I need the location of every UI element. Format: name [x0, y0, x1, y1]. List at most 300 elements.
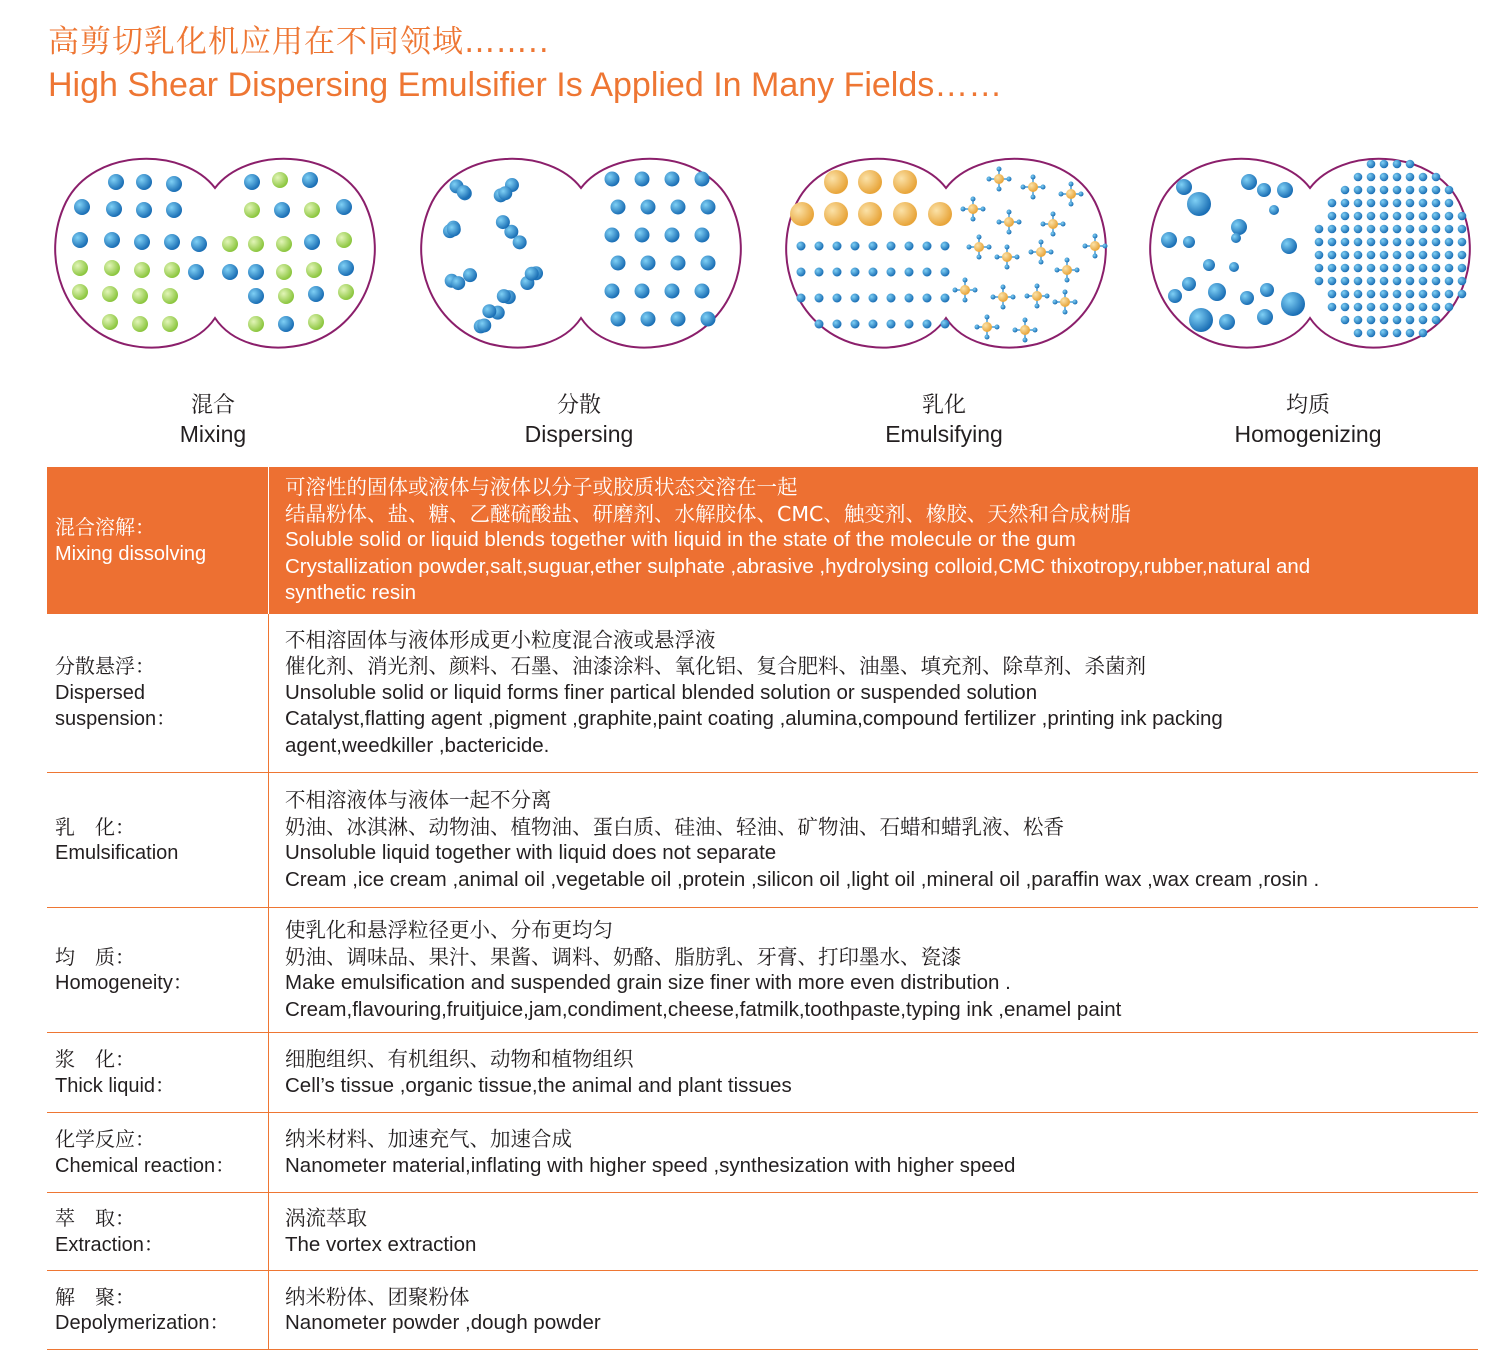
blue-particle [166, 176, 182, 192]
page-title-en: High Shear Dispersing Emulsifier Is Applied In Many Fields…… [48, 66, 1003, 104]
fine-particle [1393, 199, 1402, 208]
row-label-cn: 解 聚： [55, 1284, 135, 1309]
surfactant-particle [1069, 182, 1074, 187]
mixing-diagram [44, 152, 386, 352]
blue-particle [1281, 238, 1297, 254]
blue-particle [797, 294, 806, 303]
blue-particle [671, 256, 686, 271]
green-particle [278, 288, 294, 304]
surfactant-particle [1053, 300, 1058, 305]
row-label [47, 773, 269, 907]
blue-particle [887, 320, 896, 329]
fine-particle [1393, 225, 1402, 234]
desc-line: 奶油、调味品、果汁、果酱、调料、奶酪、脂肪乳、牙膏、打印墨水、瓷漆 [285, 944, 962, 969]
desc-line: Catalyst,flatting agent ,pigment ,graphite,paint coating ,alumina,compound fertilizer ,printing ink packing [285, 707, 1223, 731]
row-label-en: Depolymerization： [55, 1312, 230, 1334]
fine-particle [1315, 277, 1324, 286]
blue-particle [869, 242, 878, 251]
blue-particle [665, 172, 680, 187]
fine-particle [1393, 238, 1402, 247]
surfactant-particle [1061, 222, 1066, 227]
blue-particle [605, 228, 620, 243]
fine-particle [1315, 251, 1324, 260]
emulsion-droplet [1066, 189, 1076, 199]
surfactant-particle [1073, 300, 1078, 305]
row-label [47, 908, 269, 1032]
blue-particle [1257, 183, 1271, 197]
fine-particle [1458, 277, 1467, 286]
surfactant-particle [995, 255, 1000, 260]
fine-particle [1445, 264, 1454, 273]
blue-particle [248, 264, 264, 280]
fine-particle [1432, 225, 1441, 234]
fine-particle [1380, 160, 1389, 169]
blue-particle [695, 172, 710, 187]
fine-particle [1458, 238, 1467, 247]
blue-particle [941, 320, 950, 329]
caption-en: Emulsifying [885, 421, 1003, 447]
row-label-cn: 化学反应： [55, 1127, 155, 1151]
row-label-cn: 浆 化： [55, 1047, 135, 1071]
fine-particle [1367, 303, 1376, 312]
green-particle [132, 288, 148, 304]
blue-particle [701, 200, 716, 215]
surfactant-particle [1021, 185, 1026, 190]
emulsion-droplet [1002, 252, 1012, 262]
row-description [269, 1193, 1478, 1270]
green-particle [72, 260, 88, 276]
blue-particle [513, 235, 527, 249]
blue-particle [611, 200, 626, 215]
fine-particle [1419, 251, 1428, 260]
fine-particle [1406, 277, 1415, 286]
surfactant-particle [1083, 244, 1088, 249]
surfactant-particle [953, 288, 958, 293]
fine-particle [1419, 264, 1428, 273]
blue-particle [851, 242, 860, 251]
green-particle [338, 284, 354, 300]
green-particle [276, 236, 292, 252]
desc-line: Cell’s tissue ,organic tissue,the animal and plant tissues [285, 1073, 792, 1097]
fine-particle [1419, 277, 1428, 286]
green-particle [308, 314, 324, 330]
table-row [47, 908, 1478, 1033]
fine-particle [1445, 212, 1454, 221]
blue-particle [457, 185, 471, 199]
row-label [47, 467, 269, 614]
blue-particle [1269, 205, 1279, 215]
blue-particle [815, 320, 824, 329]
surfactant-particle [987, 177, 992, 182]
fine-particle [1445, 225, 1454, 234]
blue-particle [635, 284, 650, 299]
emulsion-droplet [1090, 241, 1100, 251]
blue-particle [164, 234, 180, 250]
fine-particle [1406, 290, 1415, 299]
blue-particle [905, 242, 914, 251]
fine-particle [1354, 238, 1363, 247]
fine-particle [1406, 160, 1415, 169]
row-description [269, 773, 1478, 907]
blue-particle [701, 312, 716, 327]
caption-cn: 分散 [556, 393, 601, 418]
row-description [269, 1113, 1478, 1192]
surfactant-particle [1055, 268, 1060, 273]
blue-particle [108, 174, 124, 190]
row-description [269, 908, 1478, 1032]
fine-particle [1328, 251, 1337, 260]
fine-particle [1367, 212, 1376, 221]
blue-particle [665, 284, 680, 299]
blue-particle [641, 312, 656, 327]
blue-particle [635, 172, 650, 187]
blue-particle [188, 264, 204, 280]
row-label-en: Thick liquid： [55, 1074, 176, 1097]
fine-particle [1432, 264, 1441, 273]
blue-particle [851, 294, 860, 303]
blue-particle [923, 320, 932, 329]
dispersing-diagram [410, 152, 752, 352]
fine-particle [1341, 290, 1350, 299]
fine-particle [1458, 264, 1467, 273]
surfactant-particle [1033, 328, 1038, 333]
fine-particle [1432, 303, 1441, 312]
fine-particle [1419, 303, 1428, 312]
blue-particle [191, 236, 207, 252]
desc-line: 涡流萃取 [285, 1206, 367, 1230]
blue-particle [1219, 314, 1235, 330]
green-particle [222, 236, 238, 252]
blue-particle [941, 242, 950, 251]
surfactant-particle [963, 278, 968, 283]
blue-particle [338, 260, 354, 276]
row-label [47, 1113, 269, 1192]
row-description [269, 614, 1478, 772]
blue-particle [815, 268, 824, 277]
surfactant-particle [1013, 328, 1018, 333]
blue-particle [1183, 236, 1195, 248]
surfactant-particle [1063, 290, 1068, 295]
caption-emulsifying [794, 392, 1094, 448]
fine-particle [1393, 251, 1402, 260]
caption-dispersing [429, 392, 729, 448]
surfactant-particle [1007, 177, 1012, 182]
fine-particle [1380, 329, 1389, 338]
blue-particle [1260, 283, 1274, 297]
blue-particle [1176, 179, 1192, 195]
blue-particle [797, 242, 806, 251]
blue-particle [477, 318, 491, 332]
emulsion-droplet [1062, 265, 1072, 275]
fine-particle [1354, 212, 1363, 221]
fine-particle [1419, 186, 1428, 195]
surfactant-particle [1023, 338, 1028, 343]
blue-particle [1281, 292, 1305, 316]
surfactant-particle [1031, 195, 1036, 200]
fine-particle [1341, 238, 1350, 247]
fine-particle [1380, 212, 1389, 221]
table-row [47, 1271, 1478, 1350]
page-title-cn: 高剪切乳化机应用在不同领域…….. [48, 24, 550, 60]
fine-particle [1432, 316, 1441, 325]
green-particle [248, 236, 264, 252]
blue-particle [887, 268, 896, 277]
blue-particle [136, 202, 152, 218]
fine-particle [1393, 277, 1402, 286]
surfactant-particle [1025, 294, 1030, 299]
surfactant-particle [963, 298, 968, 303]
emulsion-droplet [1048, 219, 1058, 229]
desc-line: Unsoluble liquid together with liquid does not separate [285, 841, 777, 864]
blue-particle [496, 215, 510, 229]
process-diagrams [44, 152, 1484, 352]
gold-droplet [858, 170, 882, 194]
gold-droplet [893, 170, 917, 194]
fine-particle [1315, 238, 1324, 247]
surfactant-particle [1059, 192, 1064, 197]
fine-particle [1406, 238, 1415, 247]
surfactant-particle [975, 325, 980, 330]
row-label [47, 1193, 269, 1270]
surfactant-particle [967, 245, 972, 250]
surfactant-particle [973, 288, 978, 293]
blue-particle [941, 268, 950, 277]
homogenizing-diagram [1139, 152, 1481, 352]
fine-particle [1380, 199, 1389, 208]
blue-particle [641, 256, 656, 271]
blue-particle [482, 304, 496, 318]
blue-particle [278, 316, 294, 332]
row-label-cn: 乳 化： [55, 814, 135, 839]
desc-line: Cream ,ice cream ,animal oil ,vegetable oil ,protein ,silicon oil ,light oil ,mineral oil ,paraffin wax ,wax cream ,rosin . [285, 867, 1320, 891]
table-row [47, 467, 1478, 614]
desc-line: The vortex extraction [285, 1232, 477, 1256]
emulsion-droplet [1032, 291, 1042, 301]
blue-particle [308, 286, 324, 302]
fine-particle [1367, 160, 1376, 169]
green-particle [164, 262, 180, 278]
emulsion-droplet [998, 292, 1008, 302]
blue-particle [641, 200, 656, 215]
fine-particle [1419, 316, 1428, 325]
surfactant-particle [1029, 250, 1034, 255]
fine-particle [1380, 264, 1389, 273]
blue-particle [671, 200, 686, 215]
fine-particle [1406, 303, 1415, 312]
surfactant-particle [1051, 232, 1056, 237]
fine-particle [1328, 238, 1337, 247]
blue-particle [833, 268, 842, 277]
desc-line: Soluble solid or liquid blends together with liquid in the state of the molecule or the gum [285, 528, 1076, 552]
surfactant-particle [1031, 175, 1036, 180]
green-particle [304, 202, 320, 218]
fine-particle [1367, 251, 1376, 260]
blue-particle [701, 256, 716, 271]
fine-particle [1432, 173, 1441, 182]
fine-particle [1380, 238, 1389, 247]
fine-particle [1445, 277, 1454, 286]
gold-droplet [893, 202, 917, 226]
blue-particle [815, 242, 824, 251]
fine-particle [1432, 186, 1441, 195]
fine-particle [1354, 264, 1363, 273]
row-label-cn: 分散悬浮： [55, 654, 155, 679]
fine-particle [1406, 212, 1415, 221]
surfactant-particle [995, 325, 1000, 330]
blue-particle [851, 268, 860, 277]
green-particle [162, 288, 178, 304]
blue-particle [106, 201, 122, 217]
green-particle [244, 202, 260, 218]
emulsion-droplet [1060, 297, 1070, 307]
fine-particle [1380, 303, 1389, 312]
fine-particle [1458, 251, 1467, 260]
row-label-en: Homogeneity： [55, 972, 193, 994]
table-row [47, 773, 1478, 908]
fine-particle [1458, 225, 1467, 234]
surfactant-particle [1011, 295, 1016, 300]
surfactant-particle [971, 217, 976, 222]
desc-line: Unsoluble solid or liquid forms finer partical blended solution or suspended solution [285, 680, 1038, 704]
fine-particle [1328, 264, 1337, 273]
fine-particle [1406, 316, 1415, 325]
surfactant-particle [977, 235, 982, 240]
fine-particle [1406, 329, 1415, 338]
table-row [47, 614, 1478, 773]
fine-particle [1406, 264, 1415, 273]
blue-particle [222, 264, 238, 280]
fine-particle [1315, 264, 1324, 273]
fine-particle [1419, 199, 1428, 208]
blue-particle [923, 268, 932, 277]
blue-particle [498, 186, 512, 200]
blue-particle [611, 312, 626, 327]
green-particle [132, 316, 148, 332]
fine-particle [1419, 329, 1428, 338]
blue-particle [248, 288, 264, 304]
desc-line: 催化剂、消光剂、颜料、石墨、油漆涂料、氧化铝、复合肥料、油墨、填充剂、除草剂、杀菌剂 [285, 654, 1146, 679]
gold-droplet [790, 202, 814, 226]
surfactant-particle [977, 255, 982, 260]
fine-particle [1367, 277, 1376, 286]
fine-particle [1367, 329, 1376, 338]
blue-particle [134, 234, 150, 250]
fine-particle [1367, 264, 1376, 273]
emulsion-droplet [1004, 217, 1014, 227]
row-description [269, 467, 1478, 614]
blue-particle [605, 172, 620, 187]
fine-particle [1354, 277, 1363, 286]
surfactant-particle [1005, 265, 1010, 270]
fine-particle [1354, 199, 1363, 208]
desc-line: synthetic resin [285, 581, 417, 605]
surfactant-particle [985, 315, 990, 320]
emulsion-droplet [994, 174, 1004, 184]
gold-droplet [858, 202, 882, 226]
fine-particle [1393, 186, 1402, 195]
surfactant-particle [1075, 268, 1080, 273]
desc-line: 纳米材料、加速充气、加速合成 [285, 1127, 572, 1151]
emulsion-droplet [982, 322, 992, 332]
surfactant-particle [1035, 304, 1040, 309]
blue-particle [869, 294, 878, 303]
row-label-en: Extraction： [55, 1233, 164, 1256]
caption-en: Mixing [179, 421, 247, 447]
desc-line: 细胞组织、有机组织、动物和植物组织 [285, 1047, 634, 1071]
fine-particle [1393, 212, 1402, 221]
blue-particle [1231, 233, 1241, 243]
blue-particle [304, 234, 320, 250]
blue-particle [166, 202, 182, 218]
caption-cn: 乳化 [921, 393, 966, 418]
blue-particle [447, 222, 461, 236]
blue-particle [923, 294, 932, 303]
desc-line: 不相溶固体与液体形成更小粒度混合液或悬浮液 [285, 627, 716, 652]
fine-particle [1367, 225, 1376, 234]
surfactant-particle [1069, 202, 1074, 207]
blue-particle [1187, 192, 1211, 216]
desc-line: 奶油、冰淇淋、动物油、植物油、蛋白质、硅油、轻油、矿物油、石蜡和蜡乳液、松香 [285, 814, 1064, 839]
caption-en: Homogenizing [1234, 421, 1382, 447]
blue-particle [1240, 291, 1254, 305]
blue-particle [611, 256, 626, 271]
green-particle [272, 172, 288, 188]
blue-particle [336, 199, 352, 215]
fine-particle [1458, 212, 1467, 221]
surfactant-particle [1007, 210, 1012, 215]
surfactant-particle [1051, 212, 1056, 217]
emulsion-droplet [1036, 247, 1046, 257]
fine-particle [1445, 238, 1454, 247]
desc-line: 使乳化和悬浮粒径更小、分布更均匀 [285, 918, 613, 942]
blue-particle [887, 294, 896, 303]
caption-en: Dispersing [524, 421, 634, 447]
row-label [47, 614, 269, 772]
green-particle [134, 262, 150, 278]
fine-particle [1445, 290, 1454, 299]
fine-particle [1445, 186, 1454, 195]
blue-particle [1189, 308, 1213, 332]
blue-particle [797, 268, 806, 277]
fine-particle [1393, 329, 1402, 338]
emulsion-droplet [968, 204, 978, 214]
fine-particle [1432, 238, 1441, 247]
fine-particle [1393, 264, 1402, 273]
green-particle [72, 284, 88, 300]
desc-line: Crystallization powder,salt,suguar,ether sulphate ,abrasive ,hydrolysing colloid,CMC thixotropy,rubber,natural and [285, 554, 1311, 578]
fine-particle [1367, 290, 1376, 299]
fine-particle [1354, 303, 1363, 312]
fine-particle [1406, 173, 1415, 182]
row-label [47, 1271, 269, 1349]
fine-particle [1393, 173, 1402, 182]
fine-particle [1328, 225, 1337, 234]
blue-particle [525, 267, 539, 281]
fine-particle [1406, 225, 1415, 234]
fine-particle [1406, 186, 1415, 195]
surfactant-particle [991, 295, 996, 300]
fine-particle [1380, 277, 1389, 286]
fine-particle [1419, 238, 1428, 247]
fine-particle [1458, 290, 1467, 299]
fine-particle [1419, 290, 1428, 299]
surfactant-particle [1001, 305, 1006, 310]
green-particle [104, 260, 120, 276]
gold-droplet [928, 202, 952, 226]
fine-particle [1341, 186, 1350, 195]
green-particle [306, 262, 322, 278]
fine-particle [1445, 303, 1454, 312]
